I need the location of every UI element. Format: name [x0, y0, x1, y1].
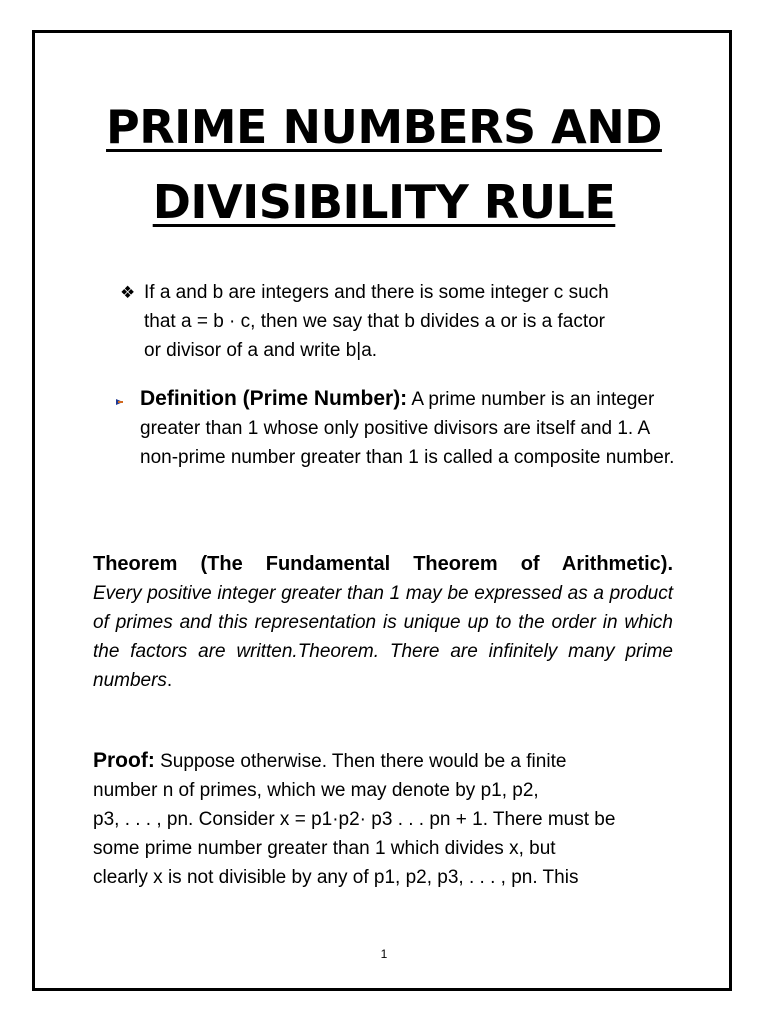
definition-paragraph: [140, 384, 685, 472]
definition-lead: Definition (Prime Number):: [140, 387, 408, 410]
proof-line: some prime number greater than 1 which divides x, but: [93, 838, 556, 859]
arrow-bullet-icon: [114, 396, 126, 408]
theorem-body: [93, 579, 673, 695]
diamond-bullet-icon: ❖: [120, 283, 136, 302]
theorem-body-end: .: [166, 670, 173, 691]
theorem-heading: Theorem (The Fundamental Theorem of Arithmetic).: [93, 553, 673, 575]
divides-line: that a = b · c, then we say that b divides a or is a factor: [144, 311, 605, 332]
theorem-body-text: Every positive integer greater than 1 may be expressed as a product of primes and this representation is unique up to the order in which the factors are written.Theorem. There are infinitely many prime numbers: [93, 583, 673, 691]
definition-text: A prime number is an integer greater than 1 whose only positive divisors are itself and 1. A non-prime number greater than 1 is called a composite number.: [140, 389, 675, 468]
proof-line: p3, . . . , pn. Consider x = p1·p2· p3 . . . pn + 1. There must be: [93, 809, 616, 830]
page-number: 1: [380, 947, 388, 961]
proof-lead: Proof:: [93, 749, 155, 772]
proof-line: clearly x is not divisible by any of p1, p2, p3, . . . , pn. This: [93, 867, 579, 888]
page-title-line-1: PRIME NUMBERS AND: [106, 100, 662, 154]
proof-paragraph: [93, 746, 673, 892]
theorem-paragraph: [93, 550, 673, 695]
proof-line: Suppose otherwise. Then there would be a finite: [160, 751, 567, 772]
divides-line: or divisor of a and write b|a.: [144, 340, 378, 361]
page-title-line-2: DIVISIBILITY RULE: [152, 175, 616, 229]
divides-line: If a and b are integers and there is some integer c such: [144, 282, 609, 303]
divides-paragraph: [120, 278, 680, 365]
proof-line: number n of primes, which we may denote by p1, p2,: [93, 780, 539, 801]
